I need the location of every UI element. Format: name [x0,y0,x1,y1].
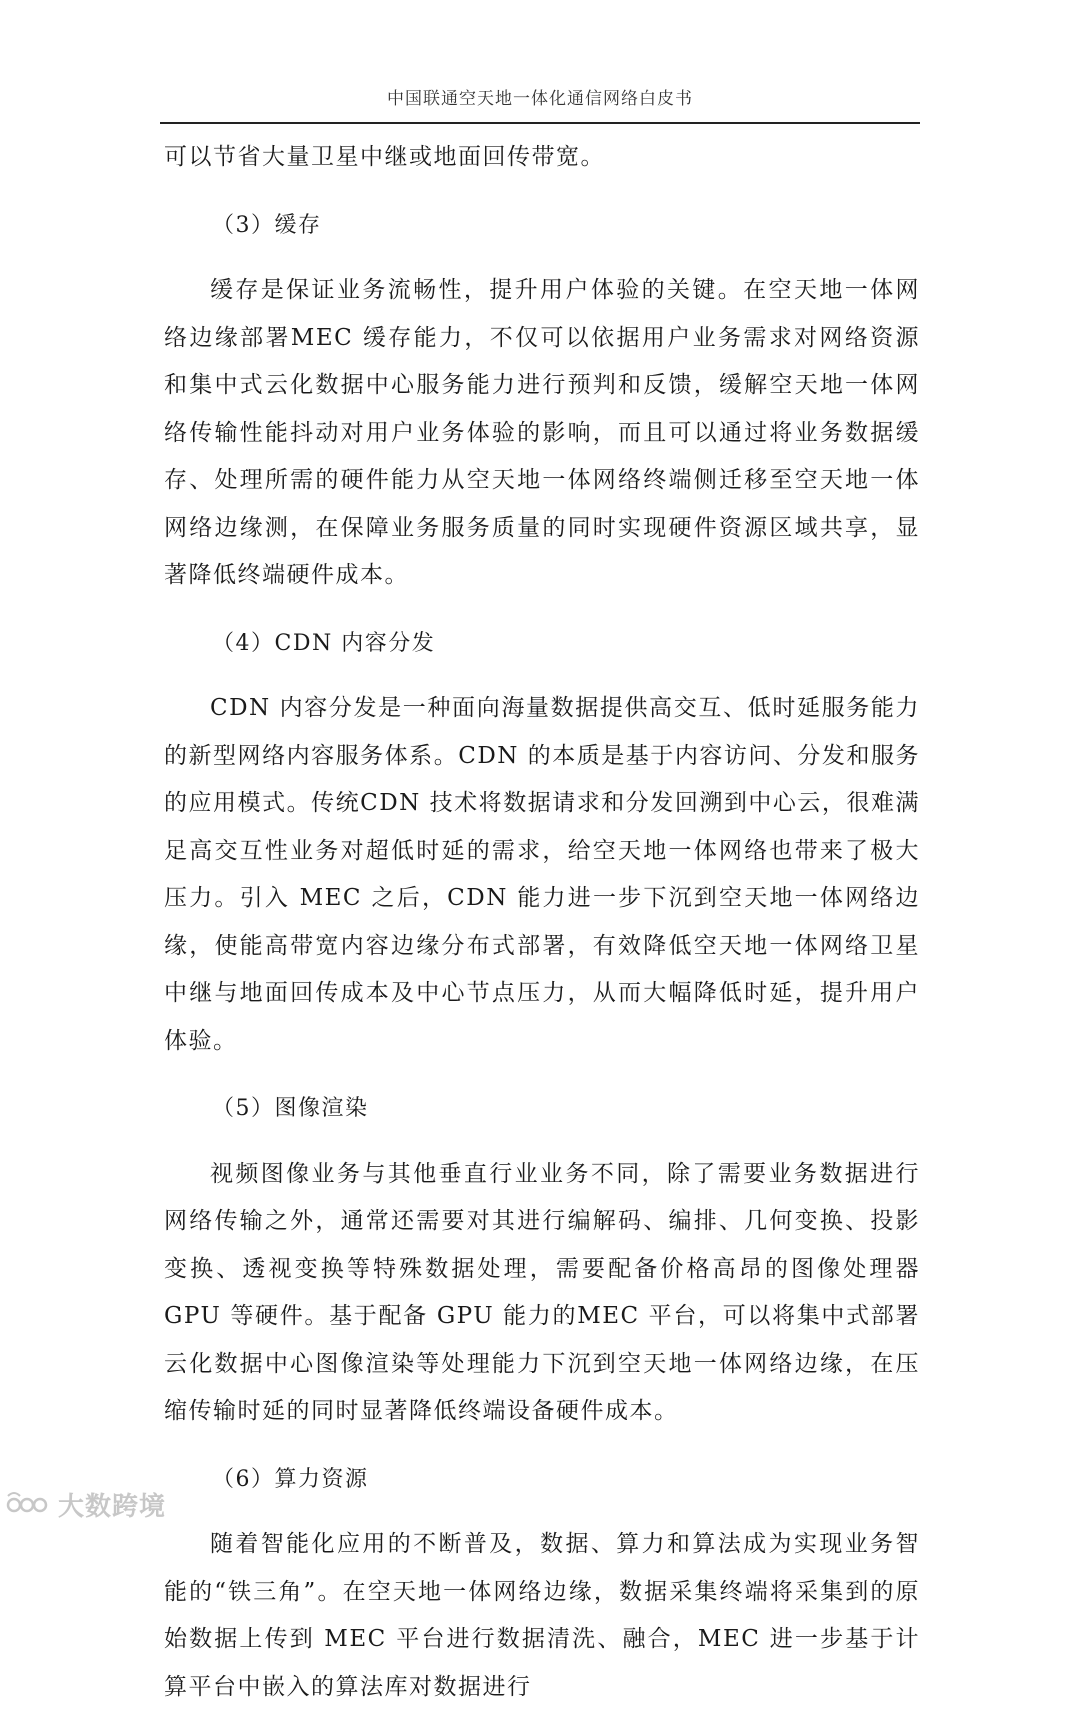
header-divider [160,122,920,124]
watermark-text: 大数跨境 [58,1492,167,1522]
spacer [164,1133,920,1151]
paragraph-cache: 缓存是保证业务流畅性，提升用户体验的关键。在空天地一体网络边缘部署MEC 缓存能力，不仅可以依据用户业务需求对网络资源和集中式云化数据中心服务能力进行预判和反馈，缓解空天地一体网络传输性能抖动对用户业务体验的影响，而且可以通过将业务数据缓存、处理所需的硬件能力从空天地一体网络终端侧迁移至空天地一体网络边缘测，在保障业务服务质量的同时实现硬件资源区域共享，显著降低终端硬件成本。 [164,277,920,588]
paragraph-image-rendering: 视频图像业务与其他垂直行业业务不同，除了需要业务数据进行网络传输之外，通常还需要对其进行编解码、编排、几何变换、投影变换、透视变换等特殊数据处理，需要配备价格高昂的图像处理器 GPU 等硬件。基于配备 GPU 能力的MEC 平台，可以将集中式部署云化数据中心图像渲染等处理能力下沉到空天地一体网络边缘，在压缩传输时延的同时显著降低终端设备硬件成本。 [164,1160,920,1424]
spacer [164,600,920,620]
spacer [164,1503,920,1521]
section-heading-image-rendering: （5）图像渲染 [212,1096,369,1121]
paragraph-compute: 随着智能化应用的不断普及，数据、算力和算法成为实现业务智能的“铁三角”。在空天地一体网络边缘，数据采集终端将采集到的原始数据上传到 MEC 平台进行数据清洗、融合，MEC 进一步基于计算平台中嵌入的算法库对数据进行 [164,1531,920,1700]
brand-logo-icon [6,1490,52,1520]
spacer [164,1436,920,1456]
section-heading-cdn: （4）CDN 内容分发 [212,630,436,656]
section-heading-cache: （3）缓存 [212,212,322,238]
spacer [164,1065,920,1085]
page-header-title: 中国联通空天地一体化通信网络白皮书 [387,89,693,109]
section-heading-compute: （6）算力资源 [212,1466,369,1492]
paragraph-cdn: CDN 内容分发是一种面向海量数据提供高交互、低时延服务能力的新型网络内容服务体系。CDN 的本质是基于内容访问、分发和服务的应用模式。传统CDN 技术将数据请求和分发回溯到中心云，很难满足高交互性业务对超低时延的需求，给空天地一体网络也带来了极大压力。引入 MEC 之后，CDN 能力进一步下沉到空天地一体网络边缘，使能高带宽内容边缘分布式部署，有效降低空天地一体网络卫星中继与地面回传成本及中心节点压力，从而大幅降低时延，提升用户体验。 [164,695,920,1054]
body-content [164,134,920,1711]
paragraph-continuation: 可以节省大量卫星中继或地面回传带宽。 [164,144,605,170]
watermark [6,1486,166,1523]
spacer [164,249,920,267]
spacer [164,182,920,202]
spacer [164,667,920,685]
